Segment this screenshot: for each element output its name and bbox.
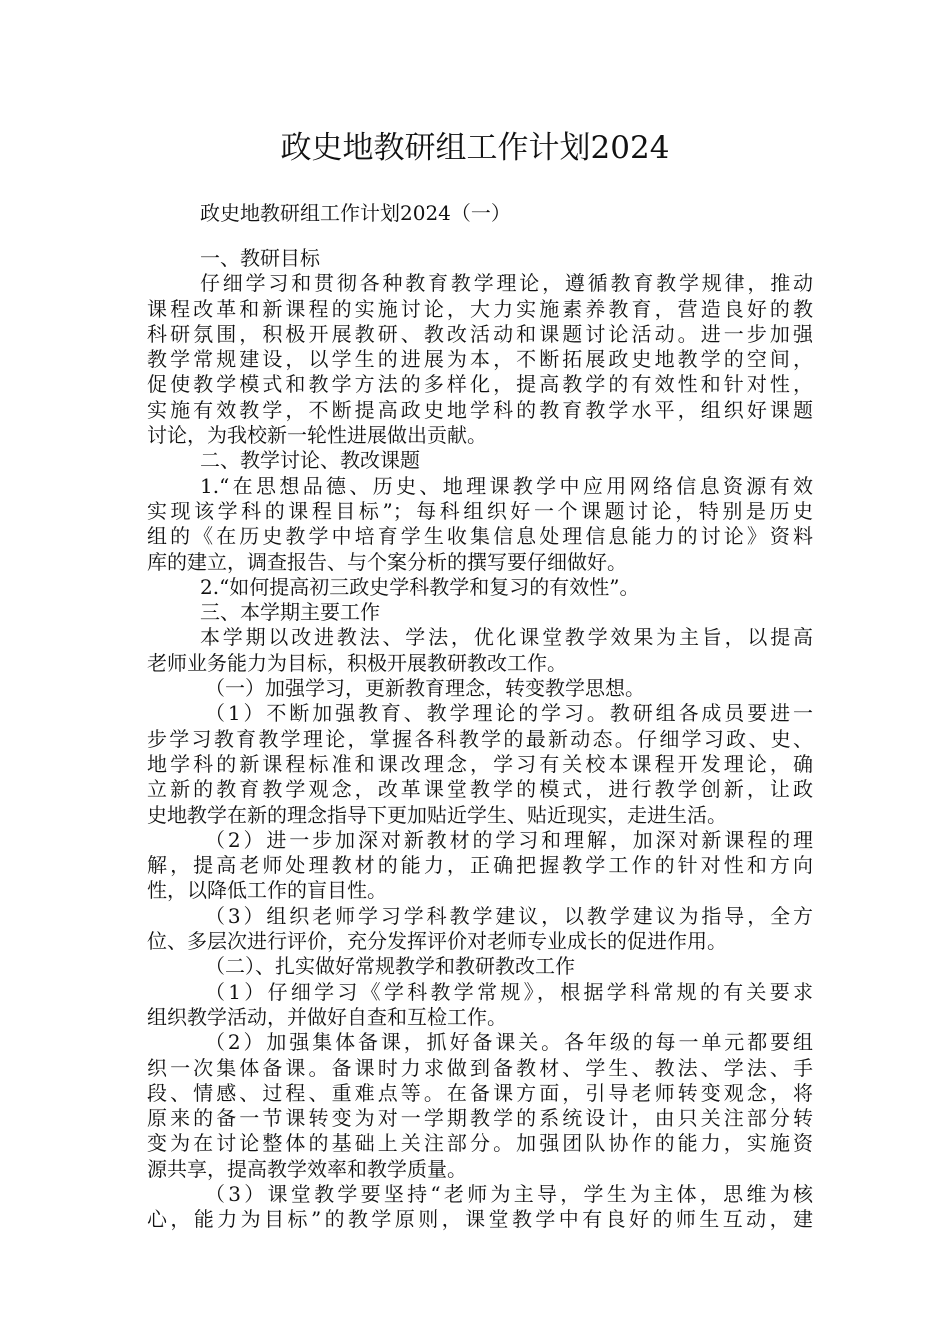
body-text-line: 本学期以改进教法、学法，优化课堂教学效果为主旨，以提高 (200, 625, 813, 650)
body-text-line: 立新的教育教学观念，改革课堂教学的模式，进行教学创新，让政 (147, 777, 813, 802)
body-text-line: 心，能力为目标”的教学原则，课堂教学中有良好的师生互动，建 (147, 1207, 813, 1232)
body-text-line: 讨论，为我校新一轮性进展做出贡献。 (147, 423, 487, 448)
body-text-line: 地学科的新课程标准和课改理念，学习有关校本课程开发理论，确 (147, 751, 813, 776)
body-text-line: 1.“在思想品德、历史、地理课教学中应用网络信息资源有效 (200, 473, 813, 498)
body-text-line: 促使教学模式和教学方法的多样化，提高教学的有效性和针对性， (147, 372, 813, 397)
body-text-line: （1）仔细学习《学科教学常规》，根据学科常规的有关要求 (205, 979, 813, 1004)
body-text-line: 史地教学在新的理念指导下更加贴近学生、贴近现实，走进生活。 (147, 802, 727, 827)
body-text-line: 二、教学讨论、教改课题 (200, 448, 420, 473)
body-text-line: （2）加强集体备课，抓好备课关。各年级的每一单元都要组 (205, 1030, 813, 1055)
body-text-line: 三、本学期主要工作 (200, 600, 380, 625)
document-title: 政史地教研组工作计划2024 (280, 130, 670, 166)
body-text-line: 库的建立，调查报告、与个案分析的撰写要仔细做好。 (147, 549, 627, 574)
body-text-line: 科研氛围，积极开展教研、教改活动和课题讨论活动。进一步加强 (147, 321, 813, 346)
document-subtitle: 政史地教研组工作计划2024（一） (200, 201, 511, 225)
body-text-line: 组织教学活动，并做好自查和互检工作。 (147, 1004, 507, 1029)
body-text-line: 老师业务能力为目标，积极开展教研教改工作。 (147, 650, 567, 675)
body-text-line: 段、情感、过程、重难点等。在备课方面，引导老师转变观念，将 (147, 1080, 813, 1105)
document-body (147, 246, 813, 1233)
body-text-line: （1）不断加强教育、教学理论的学习。教研组各成员要进一 (205, 701, 813, 726)
body-text-line: （3）课堂教学要坚持“老师为主导，学生为主体，思维为核 (205, 1181, 813, 1206)
body-text-line: 织一次集体备课。备课时力求做到备教材、学生、教法、学法、手 (147, 1055, 813, 1080)
body-text-line: 实施有效教学，不断提高政史地学科的教育教学水平，组织好课题 (147, 397, 813, 422)
body-text-line: 组的《在历史教学中培育学生收集信息处理信息能力的讨论》资料 (147, 524, 813, 549)
body-text-line: 2.“如何提高初三政史学科教学和复习的有效性”。 (200, 574, 640, 599)
body-text-line: 性，以降低工作的盲目性。 (147, 878, 387, 903)
body-text-line: 课程改革和新课程的实施讨论，大力实施素养教育，营造良好的教 (147, 296, 813, 321)
body-text-line: 一、教研目标 (200, 246, 320, 270)
body-text-line: 解，提高老师处理教材的能力，正确把握教学工作的针对性和方向 (147, 853, 813, 878)
body-text-line: （一）加强学习，更新教育理念，转变教学思想。 (205, 676, 645, 701)
body-text-line: 原来的备一节课转变为对一学期教学的系统设计，由只关注部分转 (147, 1106, 813, 1131)
body-text-line: （二）、扎实做好常规教学和教研教改工作 (205, 954, 575, 979)
body-text-line: 实现该学科的课程目标”；每科组织好一个课题讨论，特别是历史 (147, 498, 813, 523)
body-text-line: 仔细学习和贯彻各种教育教学理论，遵循教育教学规律，推动 (200, 271, 813, 296)
body-text-line: （2）进一步加深对新教材的学习和理解，加深对新课程的理 (205, 827, 813, 852)
body-text-line: 变为在讨论整体的基础上关注部分。加强团队协作的能力，实施资 (147, 1131, 813, 1156)
body-text-line: 教学常规建设，以学生的进展为本，不断拓展政史地教学的空间， (147, 347, 813, 372)
body-text-line: 步学习教育教学理论，掌握各科教学的最新动态。仔细学习政、史、 (147, 726, 813, 751)
body-text-line: 源共享，提高教学效率和教学质量。 (147, 1156, 467, 1181)
body-text-line: （3）组织老师学习学科教学建议，以教学建议为指导，全方 (205, 903, 813, 928)
body-text-line: 位、多层次进行评价，充分发挥评价对老师专业成长的促进作用。 (147, 929, 727, 954)
